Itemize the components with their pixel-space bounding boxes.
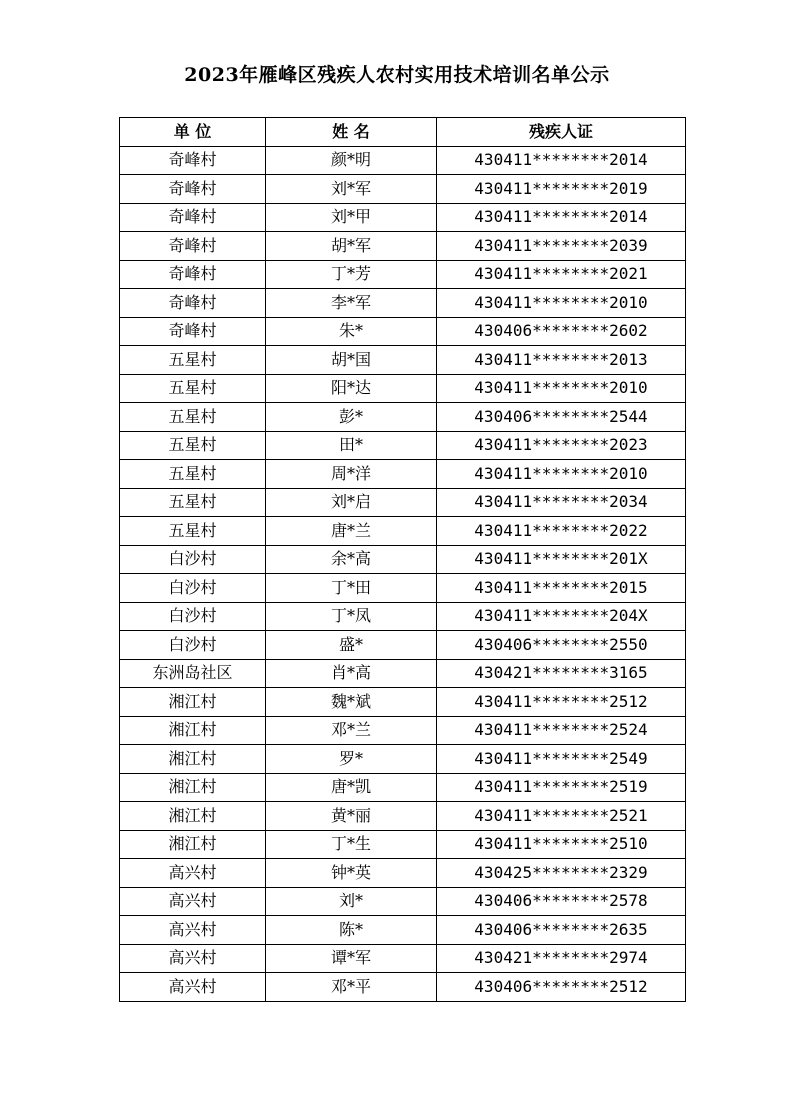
table-row — [120, 830, 686, 859]
table-row — [120, 745, 686, 774]
table-row — [120, 317, 686, 346]
roster-table — [119, 117, 686, 1002]
cell-name: 颜*明 — [266, 146, 437, 175]
cell-unit: 奇峰村 — [120, 317, 266, 346]
table-row — [120, 574, 686, 603]
table-row — [120, 916, 686, 945]
cell-name: 阳*达 — [266, 374, 437, 403]
cell-name: 丁*田 — [266, 574, 437, 603]
cell-certificate: 430425********2329 — [437, 859, 686, 888]
cell-unit: 奇峰村 — [120, 146, 266, 175]
table-row — [120, 859, 686, 888]
cell-certificate: 430411********2014 — [437, 203, 686, 232]
cell-name: 盛* — [266, 631, 437, 660]
cell-name: 刘* — [266, 887, 437, 916]
cell-unit: 高兴村 — [120, 944, 266, 973]
table-row — [120, 631, 686, 660]
cell-name: 丁*凤 — [266, 602, 437, 631]
table-row — [120, 944, 686, 973]
cell-name: 肖*高 — [266, 659, 437, 688]
cell-name: 谭*军 — [266, 944, 437, 973]
cell-name: 陈* — [266, 916, 437, 945]
cell-certificate: 430411********2010 — [437, 289, 686, 318]
table-row — [120, 431, 686, 460]
cell-name: 丁*芳 — [266, 260, 437, 289]
cell-name: 彭* — [266, 403, 437, 432]
cell-certificate: 430411********2034 — [437, 488, 686, 517]
cell-certificate: 430406********2550 — [437, 631, 686, 660]
cell-name: 丁*生 — [266, 830, 437, 859]
header-unit: 单 位 — [120, 118, 266, 147]
table-row — [120, 545, 686, 574]
cell-unit: 白沙村 — [120, 574, 266, 603]
table-header-row — [120, 118, 686, 147]
table-row — [120, 688, 686, 717]
cell-certificate: 430411********2010 — [437, 460, 686, 489]
table-row — [120, 203, 686, 232]
cell-name: 唐*凯 — [266, 773, 437, 802]
cell-certificate: 430411********201X — [437, 545, 686, 574]
cell-certificate: 430411********2014 — [437, 146, 686, 175]
cell-name: 刘*启 — [266, 488, 437, 517]
cell-certificate: 430411********2022 — [437, 517, 686, 546]
cell-certificate: 430406********2512 — [437, 973, 686, 1002]
cell-certificate: 430411********2524 — [437, 716, 686, 745]
cell-unit: 湘江村 — [120, 745, 266, 774]
cell-unit: 湘江村 — [120, 830, 266, 859]
cell-certificate: 430411********204X — [437, 602, 686, 631]
page-title: 2023年雁峰区残疾人农村实用技术培训名单公示 — [184, 64, 610, 86]
cell-name: 黄*丽 — [266, 802, 437, 831]
cell-certificate: 430411********2039 — [437, 232, 686, 261]
table-row — [120, 460, 686, 489]
cell-name: 李*军 — [266, 289, 437, 318]
cell-certificate: 430411********2512 — [437, 688, 686, 717]
cell-unit: 高兴村 — [120, 887, 266, 916]
table-row — [120, 175, 686, 204]
cell-certificate: 430411********2549 — [437, 745, 686, 774]
header-certificate: 残疾人证 — [437, 118, 686, 147]
cell-unit: 五星村 — [120, 374, 266, 403]
cell-unit: 奇峰村 — [120, 260, 266, 289]
cell-certificate: 430411********2521 — [437, 802, 686, 831]
cell-unit: 湘江村 — [120, 716, 266, 745]
cell-name: 刘*甲 — [266, 203, 437, 232]
cell-unit: 白沙村 — [120, 631, 266, 660]
header-name: 姓 名 — [266, 118, 437, 147]
table-row — [120, 488, 686, 517]
table-row — [120, 517, 686, 546]
cell-certificate: 430406********2578 — [437, 887, 686, 916]
cell-name: 邓*兰 — [266, 716, 437, 745]
table-row — [120, 260, 686, 289]
cell-certificate: 430411********2013 — [437, 346, 686, 375]
cell-certificate: 430406********2635 — [437, 916, 686, 945]
cell-unit: 东洲岛社区 — [120, 659, 266, 688]
table-row — [120, 973, 686, 1002]
table-row — [120, 146, 686, 175]
cell-unit: 奇峰村 — [120, 175, 266, 204]
cell-unit: 湘江村 — [120, 688, 266, 717]
cell-name: 余*高 — [266, 545, 437, 574]
cell-name: 邓*平 — [266, 973, 437, 1002]
cell-unit: 五星村 — [120, 431, 266, 460]
cell-name: 刘*军 — [266, 175, 437, 204]
cell-unit: 五星村 — [120, 460, 266, 489]
table-row — [120, 602, 686, 631]
cell-name: 周*洋 — [266, 460, 437, 489]
cell-unit: 高兴村 — [120, 859, 266, 888]
table-row — [120, 716, 686, 745]
cell-name: 钟*英 — [266, 859, 437, 888]
cell-certificate: 430411********2510 — [437, 830, 686, 859]
table-row — [120, 232, 686, 261]
table-row — [120, 659, 686, 688]
cell-unit: 奇峰村 — [120, 203, 266, 232]
cell-unit: 五星村 — [120, 346, 266, 375]
cell-unit: 五星村 — [120, 517, 266, 546]
cell-certificate: 430421********2974 — [437, 944, 686, 973]
table-row — [120, 403, 686, 432]
cell-unit: 五星村 — [120, 403, 266, 432]
cell-certificate: 430411********2023 — [437, 431, 686, 460]
cell-unit: 白沙村 — [120, 545, 266, 574]
cell-name: 朱* — [266, 317, 437, 346]
table-row — [120, 374, 686, 403]
cell-name: 胡*军 — [266, 232, 437, 261]
cell-name: 唐*兰 — [266, 517, 437, 546]
cell-name: 罗* — [266, 745, 437, 774]
cell-name: 胡*国 — [266, 346, 437, 375]
cell-unit: 五星村 — [120, 488, 266, 517]
cell-unit: 湘江村 — [120, 773, 266, 802]
cell-unit: 高兴村 — [120, 973, 266, 1002]
cell-certificate: 430411********2519 — [437, 773, 686, 802]
cell-certificate: 430406********2544 — [437, 403, 686, 432]
cell-name: 田* — [266, 431, 437, 460]
cell-unit: 奇峰村 — [120, 289, 266, 318]
cell-unit: 奇峰村 — [120, 232, 266, 261]
cell-certificate: 430411********2019 — [437, 175, 686, 204]
cell-unit: 白沙村 — [120, 602, 266, 631]
table-row — [120, 802, 686, 831]
cell-certificate: 430411********2021 — [437, 260, 686, 289]
cell-unit: 湘江村 — [120, 802, 266, 831]
cell-name: 魏*斌 — [266, 688, 437, 717]
cell-certificate: 430411********2010 — [437, 374, 686, 403]
cell-unit: 高兴村 — [120, 916, 266, 945]
table-body — [120, 146, 686, 1001]
cell-certificate: 430411********2015 — [437, 574, 686, 603]
table-row — [120, 346, 686, 375]
cell-certificate: 430421********3165 — [437, 659, 686, 688]
table-row — [120, 773, 686, 802]
table-row — [120, 887, 686, 916]
cell-certificate: 430406********2602 — [437, 317, 686, 346]
table-row — [120, 289, 686, 318]
